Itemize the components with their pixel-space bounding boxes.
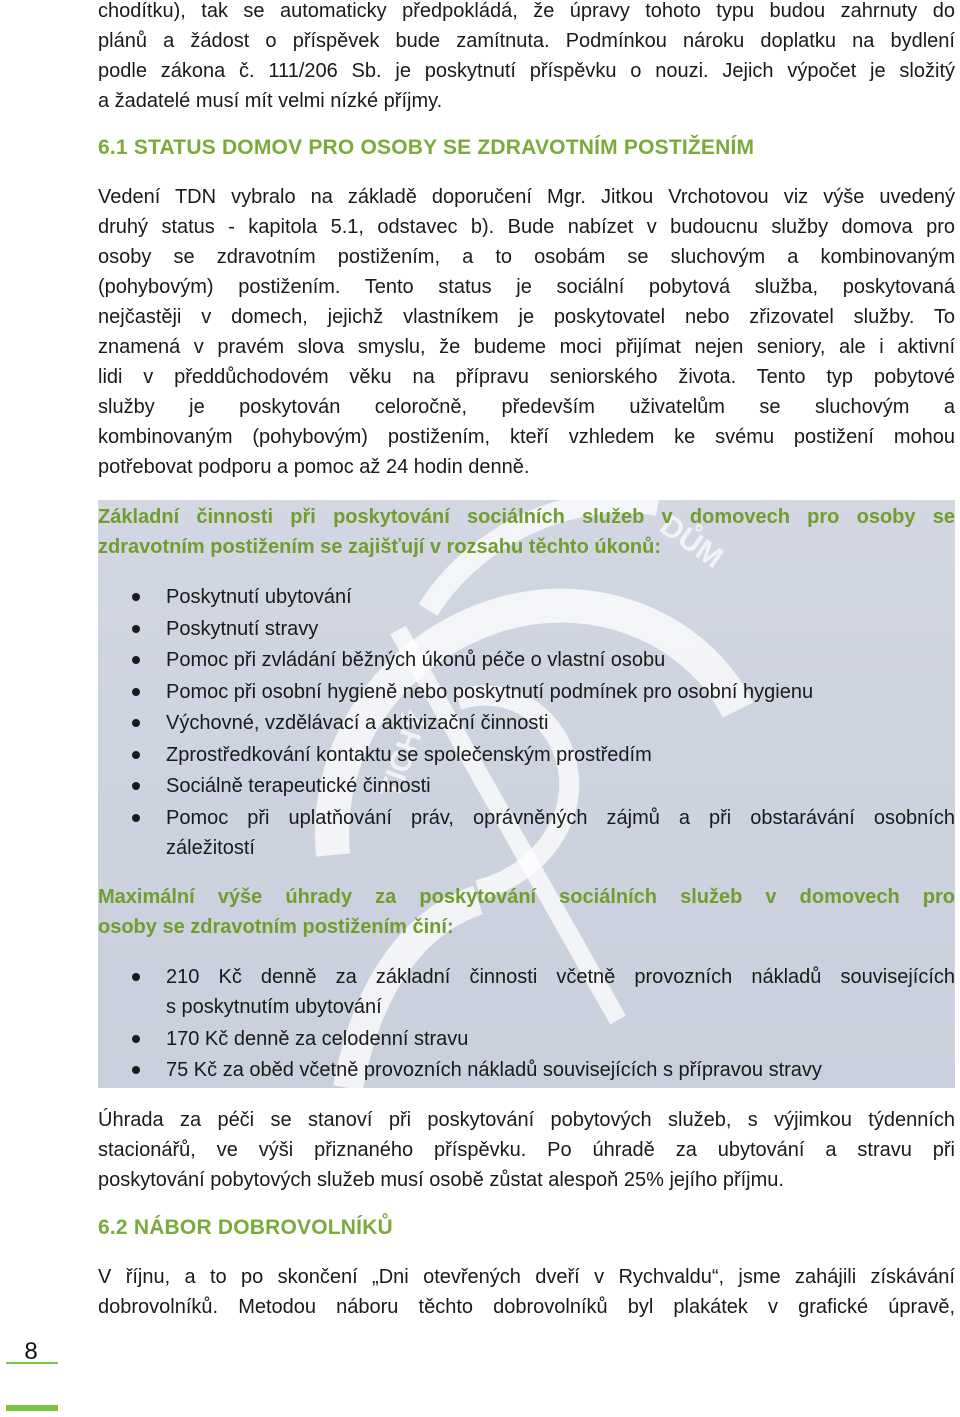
paragraph-line: (pohybovým) postižením. Tento status je sociální pobytová služba, poskytovaná bbox=[98, 276, 955, 298]
bullet-icon bbox=[132, 656, 140, 664]
paragraph-line: nejčastěji v domech, jejichž vlastníkem je poskytovatel nebo zřizovatel služby. To bbox=[98, 306, 955, 328]
list-item: Výchovné, vzdělávací a aktivizační činnosti bbox=[166, 712, 549, 734]
section-heading-6-1: 6.1 STATUS DOMOV PRO OSOBY SE ZDRAVOTNÍM POSTIŽENÍM bbox=[98, 136, 755, 159]
paragraph-line: znamená v pravém slova smyslu, že budeme moci přijímat nejen seniory, ale i aktivní bbox=[98, 336, 955, 358]
list-item: Pomoc při uplatňování práv, oprávněných zájmů a při obstarávání osobních bbox=[166, 807, 955, 829]
heading-line: osoby se zdravotním postižením činí: bbox=[98, 916, 454, 938]
list-item-continuation: s poskytnutím ubytování bbox=[166, 996, 382, 1018]
list-item: 210 Kč denně za základní činnosti včetně provozních nákladů souvisejících bbox=[166, 966, 955, 988]
paragraph-line: služby je poskytován celoročně, především uživatelům se sluchovým a bbox=[98, 396, 955, 418]
list-item: 170 Kč denně za celodenní stravu bbox=[166, 1028, 469, 1050]
intro-line: a žadatelé musí mít velmi nízké příjmy. bbox=[98, 90, 443, 112]
list-item: Pomoc při zvládání běžných úkonů péče o vlastní osobu bbox=[166, 649, 666, 671]
intro-line: podle zákona č. 111/206 Sb. je poskytnutí příspěvku o nouzi. Jejich výpočet je složitý bbox=[98, 60, 955, 82]
paragraph-line: lidi v předdůchodovém věku na přípravu seniorského života. Tento typ pobytové bbox=[98, 366, 955, 388]
bullet-icon bbox=[132, 719, 140, 727]
list-item: Sociálně terapeutické činnosti bbox=[166, 775, 431, 797]
paragraph-line: dobrovolníků. Metodou náboru těchto dobrovolníků byl plakátek v grafické úpravě, bbox=[98, 1296, 955, 1318]
page-number: 8 bbox=[24, 1338, 38, 1365]
paragraph-line: V říjnu, a to po skončení „Dni otevřených dveří v Rychvaldu“, jsme zahájili získávání bbox=[98, 1266, 955, 1288]
list-item: 75 Kč za oběd včetně provozních nákladů souvisejících s přípravou stravy bbox=[166, 1059, 822, 1081]
paragraph-line: Vedení TDN vybralo na základě doporučení Mgr. Jitkou Vrchotovou viz výše uvedený bbox=[98, 186, 955, 208]
paragraph-line: poskytování pobytových služeb musí osobě zůstat alespoň 25% jejího příjmu. bbox=[98, 1169, 784, 1191]
footer-accent-bar bbox=[6, 1405, 58, 1411]
paragraph-line: Úhrada za péči se stanoví při poskytování pobytových služeb, s výjimkou týdenních bbox=[98, 1109, 955, 1131]
paragraph-line: potřebovat podporu a pomoc až 24 hodin denně. bbox=[98, 456, 530, 478]
intro-line: plánů a žádost o příspěvek bude zamítnuta. Podmínkou nároku doplatku na bydlení bbox=[98, 30, 955, 52]
heading-line: zdravotním postižením se zajišťují v rozsahu těchto úkonů: bbox=[98, 536, 661, 558]
intro-line: chodítku), tak se automaticky předpokládá, že úpravy tohoto typu budou zahrnuty do bbox=[98, 0, 955, 22]
bullet-icon bbox=[132, 751, 140, 759]
section-heading-6-2: 6.2 NÁBOR DOBROVOLNÍKŮ bbox=[98, 1216, 393, 1239]
bullet-icon bbox=[132, 1066, 140, 1074]
heading-line: Základní činnosti při poskytování sociálních služeb v domovech pro osoby se bbox=[98, 506, 955, 528]
bullet-icon bbox=[132, 782, 140, 790]
bullet-icon bbox=[132, 814, 140, 822]
list-item: Zprostředkování kontaktu se společenským prostředím bbox=[166, 744, 652, 766]
heading-line: Maximální výše úhrady za poskytování sociálních služeb v domovech pro bbox=[98, 886, 955, 908]
paragraph-line: kombinovaným (pohybovým) postižením, kteří vzhledem ke svému postižení mohou bbox=[98, 426, 955, 448]
bullet-icon bbox=[132, 625, 140, 633]
watermark-left-text: TICHÝ bbox=[373, 706, 436, 803]
paragraph-line: osoby se zdravotním postižením, a to osobám se sluchovým a kombinovaným bbox=[98, 246, 955, 268]
list-item-continuation: záležitostí bbox=[166, 837, 255, 859]
list-item: Pomoc při osobní hygieně nebo poskytnutí podmínek pro osobní hygienu bbox=[166, 681, 814, 703]
watermark-right-text: DŮM bbox=[653, 508, 729, 575]
bullet-icon bbox=[132, 593, 140, 601]
paragraph-line: stacionářů, ve výši přiznaného příspěvku. Po úhradě za ubytování a stravu při bbox=[98, 1139, 955, 1161]
paragraph-line: druhý status - kapitola 5.1, odstavec b). Bude nabízet v budoucnu služby domova pro bbox=[98, 216, 955, 238]
list-item: Poskytnutí ubytování bbox=[166, 586, 352, 608]
bullet-icon bbox=[132, 688, 140, 696]
list-item: Poskytnutí stravy bbox=[166, 618, 319, 640]
bullet-icon bbox=[132, 1035, 140, 1043]
bullet-icon bbox=[132, 973, 140, 981]
